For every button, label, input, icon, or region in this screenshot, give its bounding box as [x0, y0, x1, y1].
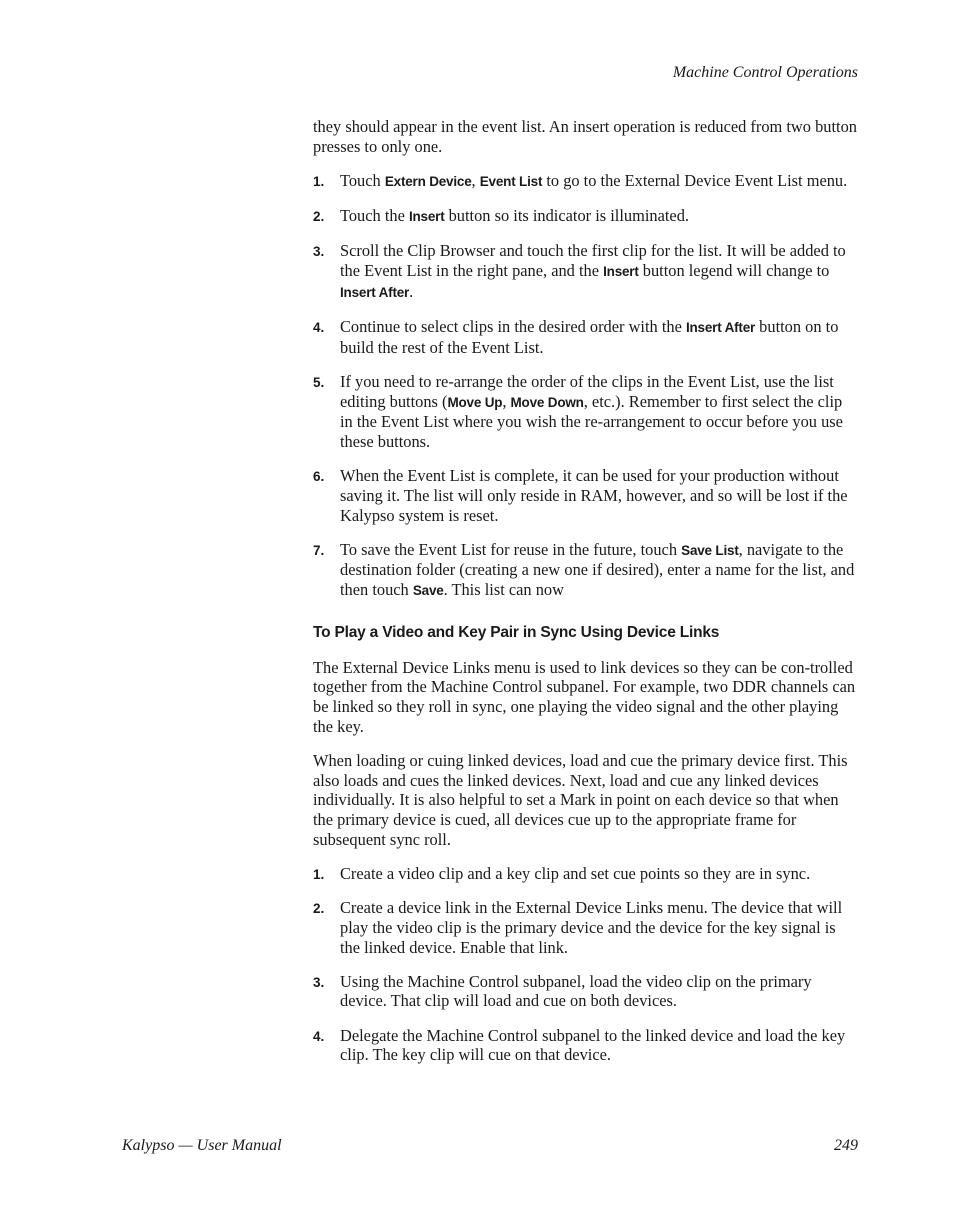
- step-number: 3.: [313, 244, 325, 260]
- list-item: [313, 206, 858, 227]
- list-item: [313, 372, 858, 452]
- step-text: If you need to re-arrange the order of the clips in the Event List, use the list editing buttons (: [340, 371, 834, 411]
- list-item: [313, 1026, 858, 1065]
- ui-term: Move Up: [447, 394, 503, 410]
- step-text: button legend will change to: [638, 261, 830, 281]
- step-number: 1.: [313, 866, 325, 882]
- footer-title: Kalypso — User Manual: [122, 1137, 282, 1154]
- cuing-paragraph: When loading or cuing linked devices, load and cue the primary device first. This also loads and cues the linked devices. Next, load and cue any linked devices individually. It is also helpful to set a Mark in point on each device so that when the primary device is cued, all devices cue up to the appropriate frame for subsequent sync roll.: [313, 750, 848, 849]
- step-text: button on to build the rest of the Event List.: [340, 316, 839, 357]
- step-text: Touch: [340, 170, 385, 190]
- list-item: [313, 540, 858, 601]
- ui-term: Event List: [479, 173, 543, 189]
- step-text: To save the Event List for reuse in the future, touch: [340, 539, 682, 559]
- step-number: 4.: [313, 319, 325, 335]
- step-number: 2.: [313, 209, 325, 225]
- step-number: 4.: [313, 1028, 325, 1044]
- list-item: [313, 466, 858, 525]
- step-text: Using the Machine Control subpanel, load the video clip on the primary device. That clip will load and cue on both devices.: [340, 971, 812, 1011]
- step-number: 6.: [313, 469, 325, 485]
- step-text: Touch the: [340, 206, 409, 226]
- step-text: Create a device link in the External Device Links menu. The device that will play the video clip is the primary device and the device for the key signal is the linked device. Enable that link.: [340, 898, 843, 957]
- step-text: ,: [502, 391, 511, 411]
- step-number: 2.: [313, 901, 325, 917]
- ui-term: Save List: [681, 542, 739, 558]
- device-links-paragraph: The External Device Links menu is used to link devices so they can be con-trolled together from the Machine Control subpanel. For example, two DDR channels can be linked so they roll in sync, one playing the video signal and the other playing the key.: [313, 657, 856, 736]
- list-item: [313, 972, 858, 1011]
- step-text: button so its indicator is illuminated.: [444, 206, 689, 226]
- step-text: Continue to select clips in the desired order with the: [340, 316, 686, 336]
- step-text: When the Event List is complete, it can be used for your production without saving it. The list will only reside in RAM, however, and so will be lost if the Kalypso system is reset.: [340, 466, 848, 525]
- list-item: [313, 171, 858, 192]
- event-list-steps: [313, 171, 858, 601]
- step-text: ,: [471, 170, 480, 190]
- list-item: [313, 241, 858, 302]
- step-text: Scroll the Clip Browser and touch the first clip for the list. It will be added to the Event List in the right pane, and the: [340, 241, 846, 281]
- step-text: , etc.). Remember to first select the clip in the Event List where you wish the re-arrangement to occur before you use these buttons.: [340, 391, 843, 451]
- step-text: Delegate the Machine Control subpanel to the linked device and load the key clip. The key clip will cue on that device.: [340, 1025, 846, 1065]
- ui-term: Insert After: [685, 319, 756, 335]
- step-text: to go to the External Device Event List menu.: [542, 170, 848, 190]
- step-number: 1.: [313, 173, 325, 189]
- running-head: Machine Control Operations: [672, 64, 858, 81]
- list-item: [313, 864, 858, 884]
- list-item: [313, 317, 858, 357]
- page-number: 249: [834, 1137, 858, 1154]
- sync-steps: [313, 864, 858, 1065]
- step-text: . This list can now: [443, 580, 564, 600]
- page-body: [313, 117, 858, 1080]
- step-number: 3.: [313, 974, 325, 990]
- ui-term: Insert After: [340, 284, 410, 300]
- ui-term: Insert: [603, 264, 639, 280]
- step-number: 7.: [313, 542, 325, 558]
- step-text: Create a video clip and a key clip and set cue points so they are in sync.: [340, 863, 811, 883]
- step-number: 5.: [313, 374, 325, 390]
- section-heading: To Play a Video and Key Pair in Sync Using Device Links: [313, 623, 720, 641]
- list-item: [313, 898, 858, 957]
- ui-term: Move Down: [510, 394, 584, 410]
- ui-term: Save: [412, 583, 444, 599]
- intro-paragraph: they should appear in the event list. An insert operation is reduced from two button presses to only one.: [313, 117, 857, 156]
- step-text: , navigate to the destination folder (creating a new one if desired), enter a name for the list, and then touch: [340, 539, 855, 600]
- ui-term: Extern Device: [384, 173, 472, 189]
- ui-term: Insert: [408, 209, 445, 225]
- step-text: .: [409, 281, 414, 301]
